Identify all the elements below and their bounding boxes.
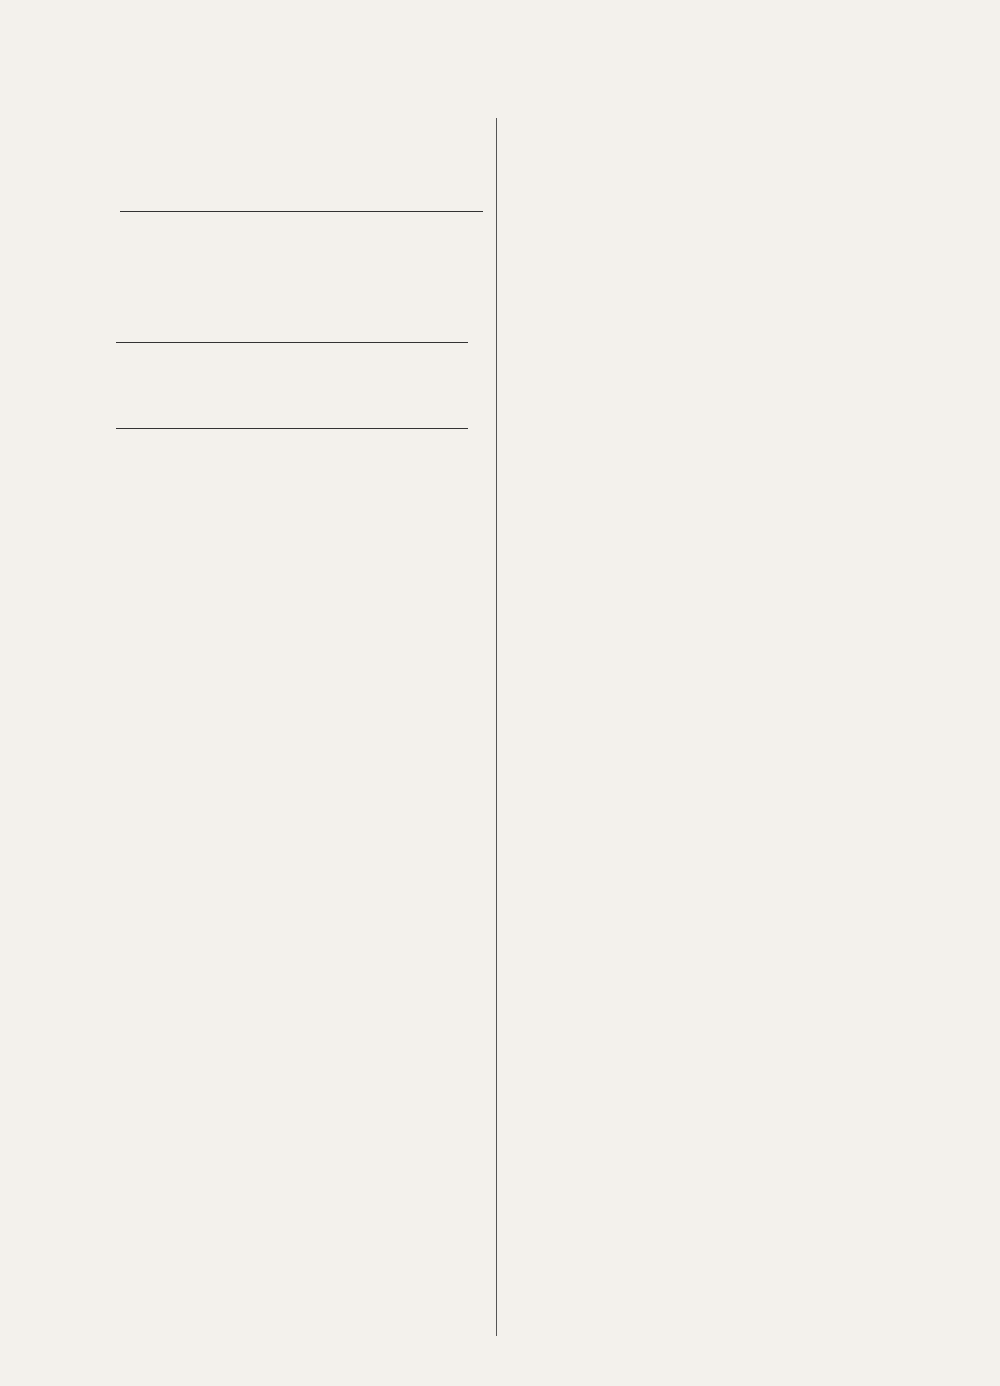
table-cell (254, 267, 314, 292)
table-cell (254, 378, 314, 403)
right-column (507, 126, 919, 210)
table-cell (120, 136, 168, 161)
table-cell (254, 292, 314, 317)
table-cell (120, 161, 168, 186)
table-cell (156, 403, 254, 429)
table-row (116, 403, 468, 429)
table-cell (156, 429, 254, 459)
table-cell (156, 317, 254, 343)
table-cell (156, 343, 254, 373)
table-cell (441, 212, 483, 242)
entry-b1047 (80, 478, 492, 490)
entry-b1048 (507, 154, 919, 160)
measures-table (120, 136, 483, 241)
table-cell (314, 267, 424, 292)
table-cell (156, 267, 254, 292)
table-cell (254, 317, 314, 343)
column-rule (496, 118, 497, 1336)
table-cell (314, 403, 424, 429)
table-cell (116, 292, 156, 317)
table-cell (268, 136, 323, 161)
table-cell (314, 317, 424, 343)
mean-row (120, 212, 483, 242)
left-column (80, 126, 492, 490)
table-cell (168, 136, 268, 161)
table-cell (116, 403, 156, 429)
table-cell (441, 136, 483, 161)
table-cell (424, 317, 468, 343)
table-cell (323, 136, 441, 161)
table-cell (116, 317, 156, 343)
table-cell (424, 378, 468, 403)
table-cell (116, 343, 156, 373)
table-row (120, 136, 483, 161)
table-cell (254, 429, 314, 459)
table-row (116, 378, 468, 403)
mean-row (116, 343, 468, 373)
measures-table (116, 378, 468, 458)
table-cell (254, 343, 314, 373)
table-cell (424, 292, 468, 317)
measures-table (116, 267, 468, 372)
table-cell (116, 429, 156, 459)
entry-b1049 (507, 180, 919, 210)
table-cell (268, 186, 323, 212)
entry-b1045 (80, 130, 492, 241)
table-cell (268, 212, 323, 242)
table-row (116, 267, 468, 292)
table-cell (314, 429, 424, 459)
table-cell (441, 161, 483, 186)
table-cell (323, 186, 441, 212)
running-header (84, 82, 774, 112)
table-row (120, 186, 483, 212)
table-cell (168, 186, 268, 212)
table-cell (424, 403, 468, 429)
table-cell (314, 343, 424, 373)
table-cell (254, 403, 314, 429)
table-cell (323, 212, 441, 242)
table-cell (424, 343, 468, 373)
entry-b1046 (80, 261, 492, 464)
table-cell (168, 161, 268, 186)
table-cell (156, 378, 254, 403)
table-cell (441, 186, 483, 212)
table-row (116, 317, 468, 343)
table-cell (268, 161, 323, 186)
table-cell (156, 292, 254, 317)
table-cell (116, 378, 156, 403)
table-cell (120, 186, 168, 212)
table-cell (424, 267, 468, 292)
table-cell (323, 161, 441, 186)
table-row (120, 161, 483, 186)
table-cell (314, 292, 424, 317)
table-cell (120, 212, 168, 242)
table-cell (314, 378, 424, 403)
mean-row (116, 429, 468, 459)
table-cell (168, 212, 268, 242)
table-row (116, 292, 468, 317)
table-cell (116, 267, 156, 292)
table-cell (424, 429, 468, 459)
